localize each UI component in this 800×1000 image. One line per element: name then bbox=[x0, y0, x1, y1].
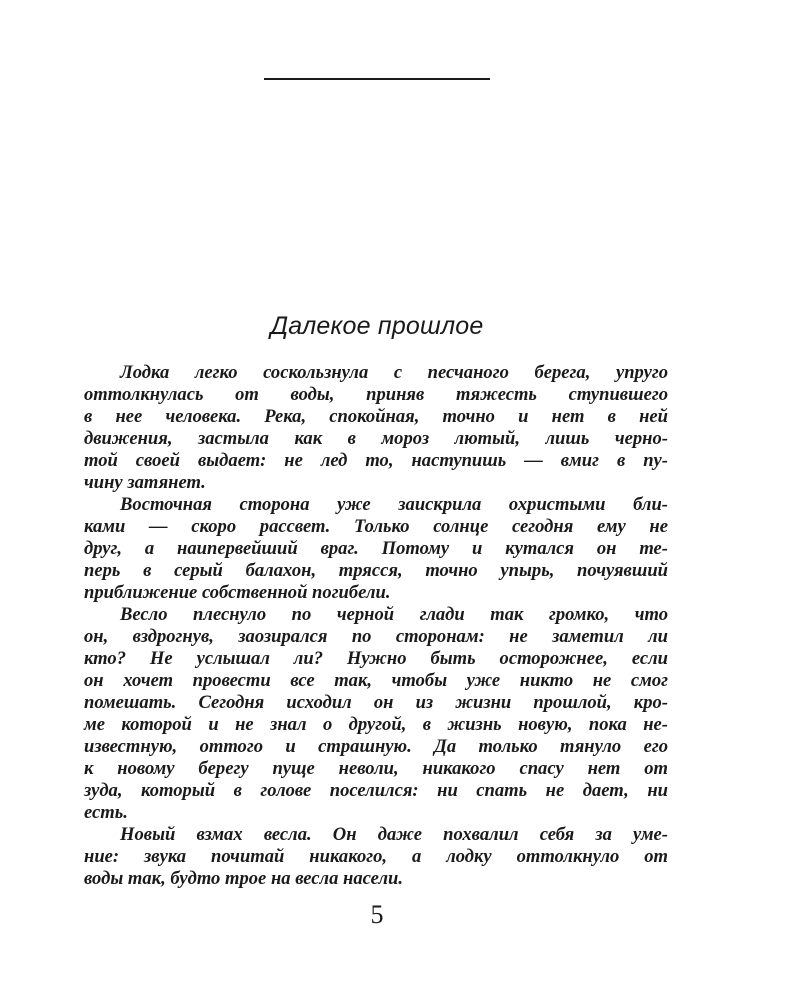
text-line: есть. bbox=[84, 802, 128, 823]
text-line: он хочет провести все так, чтобы уже никто не смог bbox=[84, 670, 668, 691]
text-line: помешать. Сегодня исходил он из жизни прошлой, кро- bbox=[84, 692, 668, 713]
text-line: известную, оттого и страшную. Да только тянуло его bbox=[84, 736, 668, 757]
text-line: ме которой и не знал о другой, в жизнь новую, пока не- bbox=[84, 714, 668, 735]
text-line: кто? Не услышал ли? Нужно быть осторожнее, если bbox=[84, 648, 668, 669]
text-line: Новый взмах весла. Он даже похвалил себя за уме- bbox=[120, 824, 668, 845]
text-line: к новому берегу пуще неволи, никакого спасу нет от bbox=[84, 758, 668, 779]
text-line: ками — скоро рассвет. Только солнце сегодня ему не bbox=[84, 516, 668, 537]
text-line: Восточная сторона уже заискрила охристыми бли- bbox=[120, 494, 668, 515]
text-line: Весло плеснуло по черной глади так громко, что bbox=[120, 604, 668, 625]
text-line: он, вздрогнув, заозирался по сторонам: не заметил ли bbox=[84, 626, 668, 647]
text-line: той своей выдает: не лед то, наступишь — вмиг в пу- bbox=[84, 450, 668, 471]
text-line: движения, застыла как в мороз лютый, лишь черно- bbox=[84, 428, 668, 449]
text-line: ние: звука почитай никакого, а лодку оттолкнуло от bbox=[84, 846, 668, 867]
text-line: приближение собственной погибели. bbox=[84, 582, 391, 603]
text-line: перь в серый балахон, трясся, точно упырь, почуявший bbox=[84, 560, 668, 581]
text-line: друг, а наипервейший враг. Потому и кутался он те- bbox=[84, 538, 668, 559]
text-line: воды так, будто трое на весла насели. bbox=[84, 868, 403, 889]
top-rule bbox=[264, 78, 490, 80]
body-text bbox=[84, 362, 668, 890]
text-line: зуда, который в голове поселился: ни спать не дает, ни bbox=[84, 780, 668, 801]
chapter-title: Далекое прошлое bbox=[270, 312, 484, 340]
text-line: в нее человека. Река, спокойная, точно и нет в ней bbox=[84, 406, 668, 427]
page-number: 5 bbox=[370, 900, 384, 929]
text-line: Лодка легко соскользнула с песчаного берега, упруго bbox=[120, 362, 668, 383]
text-line: оттолкнулась от воды, приняв тяжесть ступившего bbox=[84, 384, 668, 405]
text-line: чину затянет. bbox=[84, 472, 206, 493]
